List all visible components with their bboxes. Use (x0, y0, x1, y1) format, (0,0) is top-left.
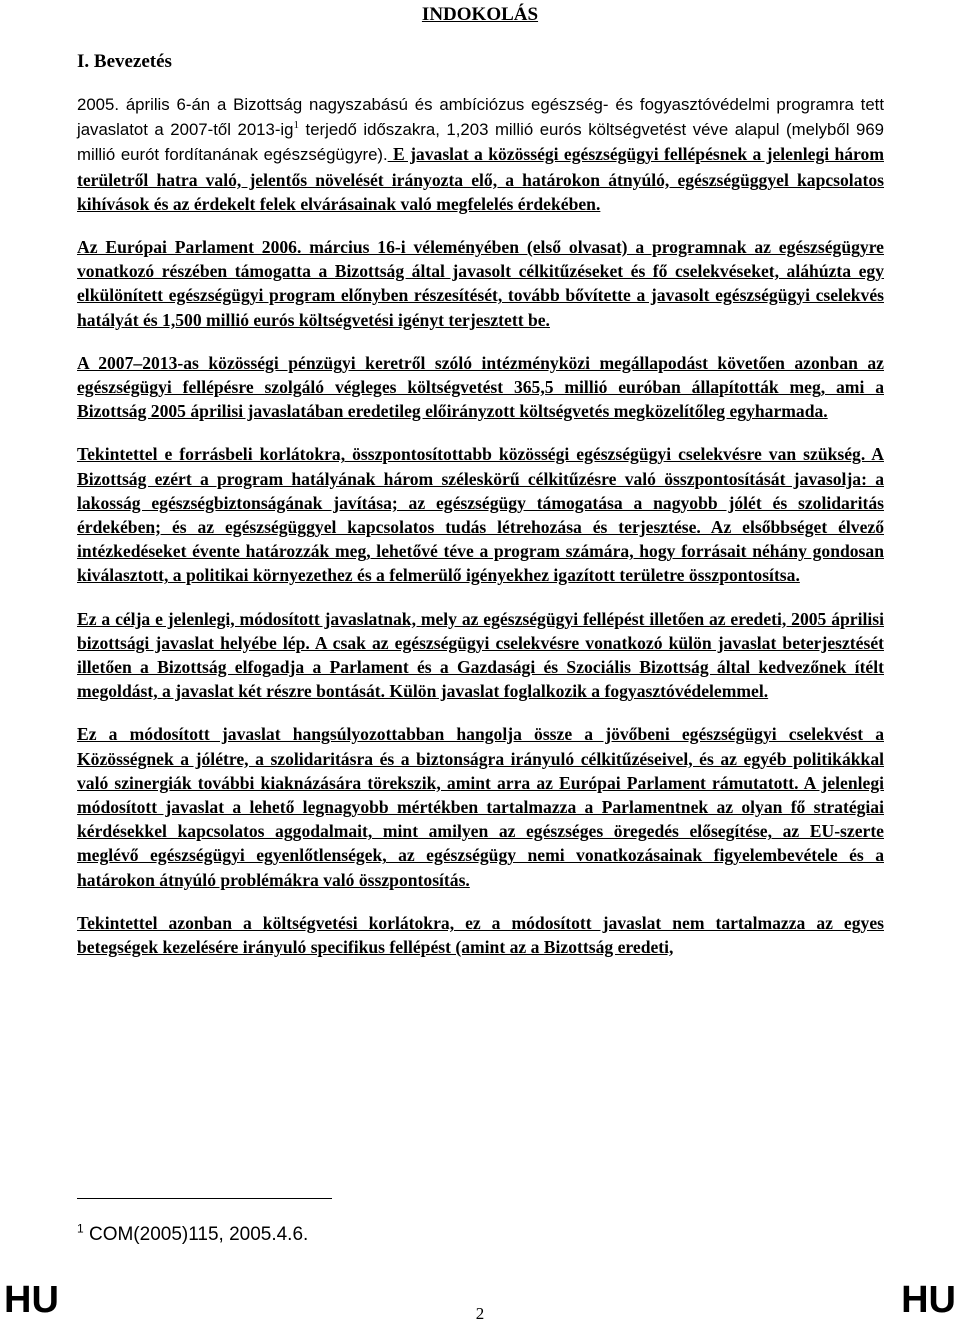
footnote-text: COM(2005)115, 2005.4.6. (83, 1224, 309, 1245)
paragraph-7: Tekintettel azonban a költségvetési korlátokra, ez a módosított javaslat nem tartalmazza az egyes betegségek kezelésére irányuló specifikus fellépést (amint az a Bizottság eredeti, (77, 912, 884, 958)
footnote-number: 1 (77, 1221, 84, 1236)
language-code-right: HU (901, 1279, 956, 1321)
document-body (77, 92, 884, 978)
paragraph-6: Ez a módosított javaslat hangsúlyozottabban hangolja össze a jövőbeni egészségügyi cselekvést a Közösségnek a jólétre, a szolidaritásra és a biztonságra irányuló célkitűzéseivel, és az egyéb politikákkal való szinergiák további kiaknázására törekszik, amint arra az Európai Parlament rámutatott. A jelenlegi módosított javaslat a lehető legnagyobb mértékben tartalmazza a Parlamentnek az olyan fő stratégiai kérdésekkel kapcsolatos aggodalmait, mint amilyen az egészséges öregedés elősegítése, az EU-szerte meglévő egészségügyi egyenlőtlenségek, az egészségügy nemi vonatkozásainak figyelembevétele és a határokon átnyúló problémákra való összpontosítás. (77, 724, 884, 890)
page-number: 2 (475, 1304, 485, 1323)
footnote-separator (77, 1198, 332, 1199)
paragraph-2: Az Európai Parlament 2006. március 16-i véleményében (első olvasat) a programnak az egészségügyre vonatkozó részében támogatta a Bizottság által javasolt célkitűzéseket és fő cselekvéseket, aláhúzta egy elkülönített egészségügyi program előnyben részesítését, tovább bővítette a javasolt egészségügyi cselekvés hatályát és 1,500 millió eurós költségvetési igényt terjesztett be. (77, 237, 884, 330)
section-heading: I. Bevezetés (77, 51, 172, 72)
paragraph-1-amended: E javaslat a közösségi egészségügyi fellépésnek a jelenlegi három területről hatra való, jelentős növelését irányozta elő, a határokon átnyúló, egészségüggyel kapcsolatos kihívások és az érdekelt felek elvárásainak való megfelelés érdekében. (77, 144, 884, 214)
paragraph-1-plain-a: 2005. április 6-án a Bizottság nagyszabású és ambíciózus egészség- és fogyasztóvédelmi programra tett javaslatot a 2007-től 2013-ig (77, 95, 884, 140)
paragraph-3: A 2007–2013-as közösségi pénzügyi keretről szóló intézményközi megállapodást követően azonban az egészségügyi fellépésre szolgáló végleges költségvetést 365,5 millió euróban állapították meg, ami a Bizottság 2005 áprilisi javaslatában eredetileg előirányzott költségvetés megközelítőleg egyharmada. (77, 352, 884, 422)
language-code-left: HU (4, 1279, 59, 1321)
footnote (77, 1223, 308, 1247)
paragraph-4: Tekintettel e forrásbeli korlátokra, összpontosítottabb közösségi egészségügyi cselekvésre van szükség. A Bizottság ezért a program hatályának három széleskörű célkitűzésre való összpontosítását javasolja: a lakosság egészségbiztonságának javítása; az egészségügy támogatása a nagyobb jólét és szolidaritás érdekében; és az egészségüggyel kapcsolatos tudás létrehozása és terjesztése. Az elsőbbséget élvező intézkedéseket évente határozzák meg, lehetővé téve a program számára, hogy forrásait néhány gondosan kiválasztott, a politikai környezethez és a felmerülő igényekhez igazított területre összpontosítsa. (77, 444, 884, 586)
document-title: INDOKOLÁS (421, 4, 539, 25)
footnote-reference: 1 (293, 119, 299, 132)
paragraph-1-plain-b: terjedő időszakra, 1,203 millió eurós költségvetést véve alapul (melyből 969 millió eurót fordítanának egészségügyre). (77, 120, 884, 165)
paragraph-5: Ez a célja e jelenlegi, módosított javaslatnak, mely az egészségügyi fellépést illetően az eredeti, 2005 áprilisi bizottsági javaslat helyébe lép. A csak az egészségügyi cselekvésre vonatkozó külön javaslat beterjesztését illetően a Bizottság elfogadja a Parlament és a Gazdasági és Szociális Bizottság által kedvezőnek ítélt megoldást, a javaslat két részre bontását. Külön javaslat foglalkozik a fogyasztóvédelemmel. (77, 608, 884, 702)
paragraph-1 (77, 92, 884, 216)
